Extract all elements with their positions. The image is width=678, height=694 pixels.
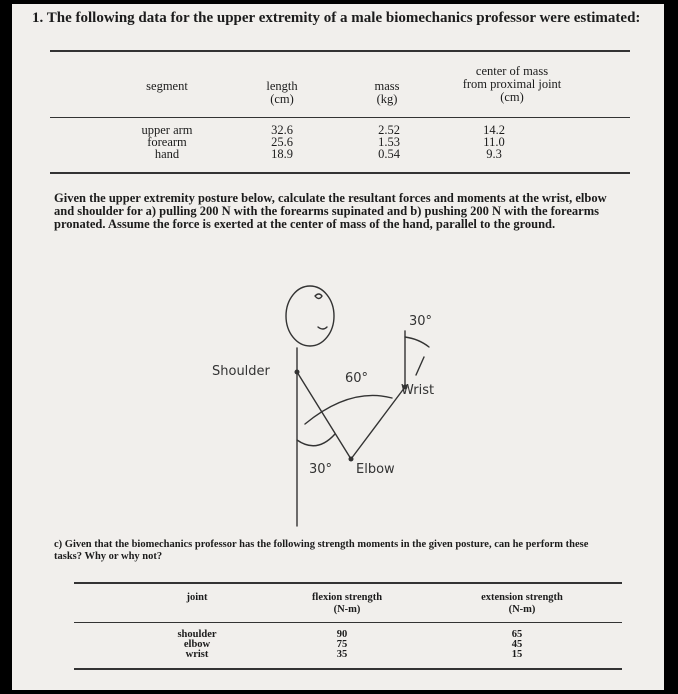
- table-cell: elbow: [183, 639, 211, 650]
- table-cell: 35: [336, 649, 348, 660]
- table-cell: hand: [154, 147, 180, 161]
- header-segment: segment: [146, 79, 188, 93]
- header-center-of-mass: center of mass from proximal joint (cm): [462, 64, 562, 104]
- posture-diagram: [12, 4, 664, 690]
- upper-arm-line: [297, 372, 351, 459]
- forearm-line: [351, 387, 405, 459]
- table-cell: 1.53: [378, 135, 400, 149]
- part-c-question: c) Given that the biomechanics professor has the following strength moments in the given posture, can he perform these tasks? Why or why not?: [54, 539, 589, 562]
- question-title: 1. The following data for the upper extremity of a male biomechanics professor were estimated:: [32, 10, 641, 26]
- angle-label-60: 60°: [345, 371, 369, 386]
- table-cell: wrist: [185, 649, 209, 660]
- table-cell: 11.0: [483, 135, 505, 149]
- joint-column: [162, 630, 232, 660]
- table-cell: 32.6: [271, 123, 293, 137]
- elbow-label: Elbow: [356, 462, 395, 477]
- table-cell: 45: [511, 639, 523, 650]
- shoulder-joint: [295, 370, 300, 375]
- table-cell: forearm: [147, 135, 187, 149]
- strength-table-bottom-rule: [74, 668, 622, 670]
- extension-column: [497, 630, 537, 660]
- angle-label-30-bottom: 30°: [309, 462, 333, 477]
- angle-label-30-top: 30°: [409, 314, 433, 329]
- head-outline: [286, 286, 334, 346]
- angle-arc-30-top: [405, 337, 429, 347]
- table-cell: 25.6: [271, 135, 293, 149]
- table-cell: 14.2: [483, 123, 505, 137]
- wrist-label: Wrist: [401, 383, 435, 398]
- header-flexion: flexion strength (N-m): [311, 592, 383, 615]
- strength-table-top-rule: [74, 582, 622, 584]
- table-cell: 0.54: [378, 147, 400, 161]
- shoulder-label: Shoulder: [212, 364, 270, 379]
- angle-arc-lower: [297, 434, 335, 446]
- strength-table-header-rule: [74, 622, 622, 623]
- header-extension: extension strength (N-m): [481, 592, 563, 615]
- table-cell: upper arm: [141, 123, 193, 137]
- table-cell: 2.52: [378, 123, 400, 137]
- header-joint: joint: [186, 592, 208, 603]
- angle-arc-60: [305, 395, 392, 424]
- mouth: [318, 327, 327, 329]
- table-cell: 9.3: [486, 147, 502, 161]
- elbow-joint: [349, 457, 354, 462]
- problem-paragraph: Given the upper extremity posture below, calculate the resultant forces and moments at the wrist, elbow and shoulder for a) pulling 200 N with the forearms supinated and b) pushing 200 N with the forearms pronated. Assume the force is exerted at the center of mass of the hand, parallel to the ground.: [54, 191, 607, 231]
- table-cell: 75: [336, 639, 348, 650]
- wrist-tick: [416, 357, 424, 375]
- table-cell: 65: [511, 629, 523, 640]
- problem-sheet: [12, 4, 664, 690]
- header-mass: mass (kg): [374, 79, 400, 106]
- header-length: length (cm): [266, 79, 298, 106]
- table-cell: 18.9: [271, 147, 293, 161]
- table-cell: 90: [336, 629, 348, 640]
- eye: [315, 294, 322, 299]
- table-cell: shoulder: [177, 629, 217, 640]
- flexion-column: [322, 630, 362, 660]
- table-cell: 15: [511, 649, 523, 660]
